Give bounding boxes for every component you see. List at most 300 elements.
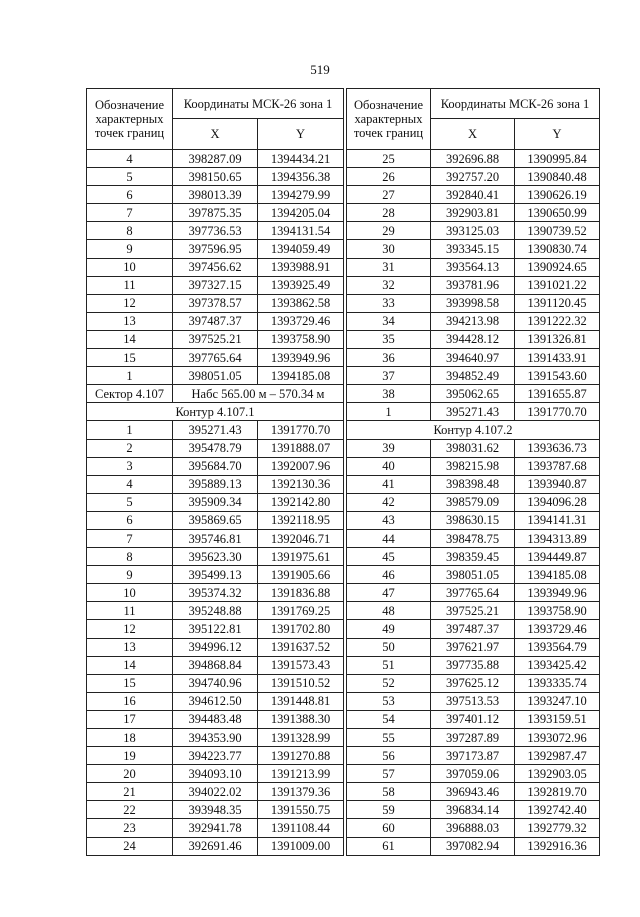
point-number: 53 <box>347 692 431 710</box>
y-coordinate: 1393564.79 <box>515 638 600 656</box>
x-coordinate: 396888.03 <box>431 819 515 837</box>
point-number: 48 <box>347 602 431 620</box>
y-coordinate: 1392742.40 <box>515 801 600 819</box>
point-number: 41 <box>347 475 431 493</box>
point-number: 13 <box>87 638 173 656</box>
y-coordinate: 1391108.44 <box>258 819 344 837</box>
page-number: 519 <box>310 62 330 77</box>
point-number: 17 <box>87 710 173 728</box>
point-number: 1 <box>87 367 173 385</box>
y-coordinate: 1391510.52 <box>258 674 344 692</box>
x-coordinate: 397082.94 <box>431 837 515 855</box>
table-row <box>347 186 600 204</box>
point-number: 7 <box>87 204 173 222</box>
point-number: 40 <box>347 457 431 475</box>
y-coordinate: 1391573.43 <box>258 656 344 674</box>
table-row <box>87 439 344 457</box>
table-row <box>347 240 600 258</box>
x-coordinate: 394483.48 <box>173 710 258 728</box>
x-coordinate: 397765.64 <box>173 349 258 367</box>
table-row <box>347 710 600 728</box>
y-coordinate: 1393636.73 <box>515 439 600 457</box>
point-number: 18 <box>87 729 173 747</box>
x-coordinate: 396834.14 <box>431 801 515 819</box>
point-number: 56 <box>347 747 431 765</box>
point-number: 9 <box>87 566 173 584</box>
x-coordinate: 393781.96 <box>431 276 515 294</box>
point-number: 51 <box>347 656 431 674</box>
y-coordinate: 1390830.74 <box>515 240 600 258</box>
x-coordinate: 395271.43 <box>431 403 515 421</box>
y-coordinate: 1393159.51 <box>515 710 600 728</box>
y-coordinate: 1393758.90 <box>515 602 600 620</box>
x-coordinate: 397513.53 <box>431 692 515 710</box>
y-coordinate: 1394449.87 <box>515 548 600 566</box>
y-coordinate: 1393940.87 <box>515 475 600 493</box>
x-coordinate: 397287.89 <box>431 729 515 747</box>
x-coordinate: 394223.77 <box>173 747 258 765</box>
y-coordinate: 1391550.75 <box>258 801 344 819</box>
point-number: 28 <box>347 204 431 222</box>
point-number: 44 <box>347 529 431 547</box>
table-row <box>87 511 344 529</box>
table-row <box>87 367 344 385</box>
y-coordinate: 1393425.42 <box>515 656 600 674</box>
x-coordinate: 395374.32 <box>173 584 258 602</box>
y-coordinate: 1391270.88 <box>258 747 344 765</box>
y-header: Y <box>258 119 344 150</box>
table-row <box>347 511 600 529</box>
x-header: X <box>431 119 515 150</box>
x-coordinate: 394640.97 <box>431 349 515 367</box>
y-coordinate: 1391655.87 <box>515 385 600 403</box>
point-number: 47 <box>347 584 431 602</box>
table-row <box>347 439 600 457</box>
table-row <box>347 819 600 837</box>
table-row <box>87 204 344 222</box>
point-number: 26 <box>347 168 431 186</box>
point-number: 34 <box>347 312 431 330</box>
point-number: 7 <box>87 529 173 547</box>
y-coordinate: 1391888.07 <box>258 439 344 457</box>
table-row <box>347 747 600 765</box>
table-row <box>87 710 344 728</box>
y-coordinate: 1391836.88 <box>258 584 344 602</box>
x-coordinate: 394022.02 <box>173 783 258 801</box>
x-coordinate: 395869.65 <box>173 511 258 529</box>
point-number: 10 <box>87 258 173 276</box>
y-coordinate: 1394096.28 <box>515 493 600 511</box>
table-row <box>347 801 600 819</box>
x-coordinate: 398359.45 <box>431 548 515 566</box>
x-coordinate: 397059.06 <box>431 765 515 783</box>
point-number: 12 <box>87 620 173 638</box>
x-header: X <box>173 119 258 150</box>
table-row <box>347 765 600 783</box>
y-coordinate: 1392779.32 <box>515 819 600 837</box>
table-row <box>347 656 600 674</box>
y-coordinate: 1391975.61 <box>258 548 344 566</box>
table-row <box>347 584 600 602</box>
table-row <box>347 330 600 348</box>
x-coordinate: 394428.12 <box>431 330 515 348</box>
contour-label: Контур 4.107.2 <box>347 421 600 439</box>
table-row <box>87 186 344 204</box>
y-coordinate: 1393729.46 <box>258 312 344 330</box>
table-row <box>87 819 344 837</box>
point-number: 8 <box>87 222 173 240</box>
table-row <box>347 548 600 566</box>
y-coordinate: 1391009.00 <box>258 837 344 855</box>
point-number: 4 <box>87 475 173 493</box>
table-row <box>87 548 344 566</box>
x-coordinate: 398051.05 <box>431 566 515 584</box>
table-row <box>347 620 600 638</box>
point-number: 60 <box>347 819 431 837</box>
y-coordinate: 1391328.99 <box>258 729 344 747</box>
x-coordinate: 395062.65 <box>431 385 515 403</box>
x-coordinate: 394612.50 <box>173 692 258 710</box>
point-number: 35 <box>347 330 431 348</box>
table-row <box>87 457 344 475</box>
table-row <box>347 312 600 330</box>
point-number: 45 <box>347 548 431 566</box>
x-coordinate: 394740.96 <box>173 674 258 692</box>
table-row <box>87 150 344 168</box>
y-coordinate: 1393988.91 <box>258 258 344 276</box>
x-coordinate: 393564.13 <box>431 258 515 276</box>
x-coordinate: 398579.09 <box>431 493 515 511</box>
x-coordinate: 397401.12 <box>431 710 515 728</box>
point-number: 12 <box>87 294 173 312</box>
x-coordinate: 397625.12 <box>431 674 515 692</box>
y-coordinate: 1391021.22 <box>515 276 600 294</box>
x-coordinate: 392840.41 <box>431 186 515 204</box>
y-coordinate: 1391120.45 <box>515 294 600 312</box>
x-coordinate: 398051.05 <box>173 367 258 385</box>
y-coordinate: 1393949.96 <box>258 349 344 367</box>
x-coordinate: 394996.12 <box>173 638 258 656</box>
table-row <box>87 168 344 186</box>
table-row <box>87 638 344 656</box>
point-number: 61 <box>347 837 431 855</box>
table-row <box>87 312 344 330</box>
point-number: 13 <box>87 312 173 330</box>
point-number: 49 <box>347 620 431 638</box>
x-coordinate: 398215.98 <box>431 457 515 475</box>
x-coordinate: 398398.48 <box>431 475 515 493</box>
point-number: 5 <box>87 168 173 186</box>
point-label-header: Обозначение характерных точек границ <box>347 89 431 150</box>
y-coordinate: 1393862.58 <box>258 294 344 312</box>
table-row <box>87 765 344 783</box>
x-coordinate: 394093.10 <box>173 765 258 783</box>
table-row <box>87 656 344 674</box>
y-coordinate: 1392007.96 <box>258 457 344 475</box>
sector-area: Набс 565.00 м – 570.34 м <box>173 385 344 403</box>
point-number: 4 <box>87 150 173 168</box>
y-coordinate: 1391770.70 <box>515 403 600 421</box>
y-coordinate: 1392046.71 <box>258 529 344 547</box>
x-coordinate: 393948.35 <box>173 801 258 819</box>
point-number: 8 <box>87 548 173 566</box>
point-number: 15 <box>87 349 173 367</box>
x-coordinate: 395623.30 <box>173 548 258 566</box>
point-number: 6 <box>87 186 173 204</box>
coordinates-table-right <box>346 88 600 856</box>
x-coordinate: 397487.37 <box>173 312 258 330</box>
table-row <box>87 222 344 240</box>
contour-label: Контур 4.107.1 <box>87 403 344 421</box>
x-coordinate: 397327.15 <box>173 276 258 294</box>
table-row <box>347 475 600 493</box>
table-row <box>347 168 600 186</box>
table-row <box>347 566 600 584</box>
point-number: 54 <box>347 710 431 728</box>
x-coordinate: 397621.97 <box>431 638 515 656</box>
x-coordinate: 398630.15 <box>431 511 515 529</box>
table-row <box>87 620 344 638</box>
y-header: Y <box>515 119 600 150</box>
table-row <box>347 783 600 801</box>
point-number: 5 <box>87 493 173 511</box>
y-coordinate: 1392142.80 <box>258 493 344 511</box>
x-coordinate: 395248.88 <box>173 602 258 620</box>
y-coordinate: 1391326.81 <box>515 330 600 348</box>
point-number: 29 <box>347 222 431 240</box>
point-number: 21 <box>87 783 173 801</box>
table-row <box>347 150 600 168</box>
table-row <box>87 602 344 620</box>
y-coordinate: 1392987.47 <box>515 747 600 765</box>
x-coordinate: 397378.57 <box>173 294 258 312</box>
x-coordinate: 398031.62 <box>431 439 515 457</box>
table-row <box>87 258 344 276</box>
x-coordinate: 395122.81 <box>173 620 258 638</box>
table-row <box>87 837 344 855</box>
y-coordinate: 1390650.99 <box>515 204 600 222</box>
y-coordinate: 1394185.08 <box>258 367 344 385</box>
point-number: 43 <box>347 511 431 529</box>
table-row <box>347 385 600 403</box>
point-number: 15 <box>87 674 173 692</box>
table-row <box>347 222 600 240</box>
y-coordinate: 1394205.04 <box>258 204 344 222</box>
y-coordinate: 1393925.49 <box>258 276 344 294</box>
point-number: 11 <box>87 276 173 294</box>
y-coordinate: 1393949.96 <box>515 584 600 602</box>
x-coordinate: 394353.90 <box>173 729 258 747</box>
x-coordinate: 397525.21 <box>431 602 515 620</box>
point-number: 10 <box>87 584 173 602</box>
y-coordinate: 1394434.21 <box>258 150 344 168</box>
y-coordinate: 1391770.70 <box>258 421 344 439</box>
x-coordinate: 392757.20 <box>431 168 515 186</box>
x-coordinate: 394868.84 <box>173 656 258 674</box>
table-row <box>347 674 600 692</box>
x-coordinate: 398287.09 <box>173 150 258 168</box>
x-coordinate: 397596.95 <box>173 240 258 258</box>
x-coordinate: 397487.37 <box>431 620 515 638</box>
point-number: 2 <box>87 439 173 457</box>
point-number: 31 <box>347 258 431 276</box>
table-row <box>87 729 344 747</box>
y-coordinate: 1392903.05 <box>515 765 600 783</box>
table-row <box>347 602 600 620</box>
x-coordinate: 397456.62 <box>173 258 258 276</box>
point-number: 59 <box>347 801 431 819</box>
x-coordinate: 392941.78 <box>173 819 258 837</box>
table-row <box>87 692 344 710</box>
point-number: 55 <box>347 729 431 747</box>
point-number: 3 <box>87 457 173 475</box>
table-row <box>347 638 600 656</box>
y-coordinate: 1390995.84 <box>515 150 600 168</box>
y-coordinate: 1393787.68 <box>515 457 600 475</box>
point-number: 23 <box>87 819 173 837</box>
table-row <box>347 294 600 312</box>
table-row <box>87 493 344 511</box>
point-number: 14 <box>87 330 173 348</box>
table-row <box>87 566 344 584</box>
sector-row <box>87 385 344 403</box>
x-coordinate: 393345.15 <box>431 240 515 258</box>
y-coordinate: 1392916.36 <box>515 837 600 855</box>
x-coordinate: 398150.65 <box>173 168 258 186</box>
y-coordinate: 1391448.81 <box>258 692 344 710</box>
point-number: 25 <box>347 150 431 168</box>
y-coordinate: 1394185.08 <box>515 566 600 584</box>
point-number: 19 <box>87 747 173 765</box>
x-coordinate: 395684.70 <box>173 457 258 475</box>
x-coordinate: 395271.43 <box>173 421 258 439</box>
point-number: 9 <box>87 240 173 258</box>
table-row <box>87 747 344 765</box>
x-coordinate: 397875.35 <box>173 204 258 222</box>
point-number: 33 <box>347 294 431 312</box>
x-coordinate: 394852.49 <box>431 367 515 385</box>
x-coordinate: 397765.64 <box>431 584 515 602</box>
x-coordinate: 394213.98 <box>431 312 515 330</box>
y-coordinate: 1394279.99 <box>258 186 344 204</box>
table-row <box>347 349 600 367</box>
y-coordinate: 1394356.38 <box>258 168 344 186</box>
y-coordinate: 1390840.48 <box>515 168 600 186</box>
table-row <box>347 367 600 385</box>
point-label-header: Обозначение характерных точек границ <box>87 89 173 150</box>
y-coordinate: 1391637.52 <box>258 638 344 656</box>
x-coordinate: 398013.39 <box>173 186 258 204</box>
sector-label: Сектор 4.107 <box>87 385 173 403</box>
table-row <box>87 330 344 348</box>
point-number: 6 <box>87 511 173 529</box>
y-coordinate: 1390626.19 <box>515 186 600 204</box>
y-coordinate: 1393758.90 <box>258 330 344 348</box>
x-coordinate: 392691.46 <box>173 837 258 855</box>
x-coordinate: 395478.79 <box>173 439 258 457</box>
coordinates-table-left <box>86 88 344 856</box>
y-coordinate: 1390924.65 <box>515 258 600 276</box>
y-coordinate: 1392118.95 <box>258 511 344 529</box>
table-row <box>87 294 344 312</box>
y-coordinate: 1391379.36 <box>258 783 344 801</box>
y-coordinate: 1390739.52 <box>515 222 600 240</box>
x-coordinate: 393998.58 <box>431 294 515 312</box>
table-row <box>347 457 600 475</box>
y-coordinate: 1394131.54 <box>258 222 344 240</box>
table-row <box>347 403 600 421</box>
table-row <box>87 349 344 367</box>
x-coordinate: 395909.34 <box>173 493 258 511</box>
x-coordinate: 398478.75 <box>431 529 515 547</box>
x-coordinate: 395889.13 <box>173 475 258 493</box>
x-coordinate: 393125.03 <box>431 222 515 240</box>
table-row <box>87 674 344 692</box>
table-row <box>347 276 600 294</box>
y-coordinate: 1394141.31 <box>515 511 600 529</box>
y-coordinate: 1394313.89 <box>515 529 600 547</box>
table-row <box>347 692 600 710</box>
point-number: 58 <box>347 783 431 801</box>
x-coordinate: 397735.88 <box>431 656 515 674</box>
table-row <box>347 729 600 747</box>
y-coordinate: 1393335.74 <box>515 674 600 692</box>
table-row <box>87 421 344 439</box>
table-row <box>347 493 600 511</box>
point-number: 30 <box>347 240 431 258</box>
x-coordinate: 397525.21 <box>173 330 258 348</box>
point-number: 39 <box>347 439 431 457</box>
y-coordinate: 1391769.25 <box>258 602 344 620</box>
table-row <box>87 240 344 258</box>
point-number: 42 <box>347 493 431 511</box>
coords-label-header: Координаты МСК-26 зона 1 <box>431 89 600 119</box>
point-number: 38 <box>347 385 431 403</box>
y-coordinate: 1391433.91 <box>515 349 600 367</box>
table-row <box>87 783 344 801</box>
x-coordinate: 397173.87 <box>431 747 515 765</box>
y-coordinate: 1393072.96 <box>515 729 600 747</box>
contour-row <box>347 421 600 439</box>
x-coordinate: 397736.53 <box>173 222 258 240</box>
point-number: 24 <box>87 837 173 855</box>
point-number: 37 <box>347 367 431 385</box>
point-number: 57 <box>347 765 431 783</box>
y-coordinate: 1391702.80 <box>258 620 344 638</box>
y-coordinate: 1391905.66 <box>258 566 344 584</box>
y-coordinate: 1392130.36 <box>258 475 344 493</box>
x-coordinate: 396943.46 <box>431 783 515 801</box>
point-number: 20 <box>87 765 173 783</box>
point-number: 27 <box>347 186 431 204</box>
table-row <box>87 529 344 547</box>
table-row <box>87 584 344 602</box>
table-row <box>87 475 344 493</box>
point-number: 52 <box>347 674 431 692</box>
y-coordinate: 1391213.99 <box>258 765 344 783</box>
point-number: 36 <box>347 349 431 367</box>
y-coordinate: 1391388.30 <box>258 710 344 728</box>
point-number: 1 <box>347 403 431 421</box>
point-number: 1 <box>87 421 173 439</box>
x-coordinate: 392696.88 <box>431 150 515 168</box>
point-number: 14 <box>87 656 173 674</box>
table-row <box>347 837 600 855</box>
coords-label-header: Координаты МСК-26 зона 1 <box>173 89 344 119</box>
point-number: 16 <box>87 692 173 710</box>
point-number: 46 <box>347 566 431 584</box>
table-row <box>347 529 600 547</box>
